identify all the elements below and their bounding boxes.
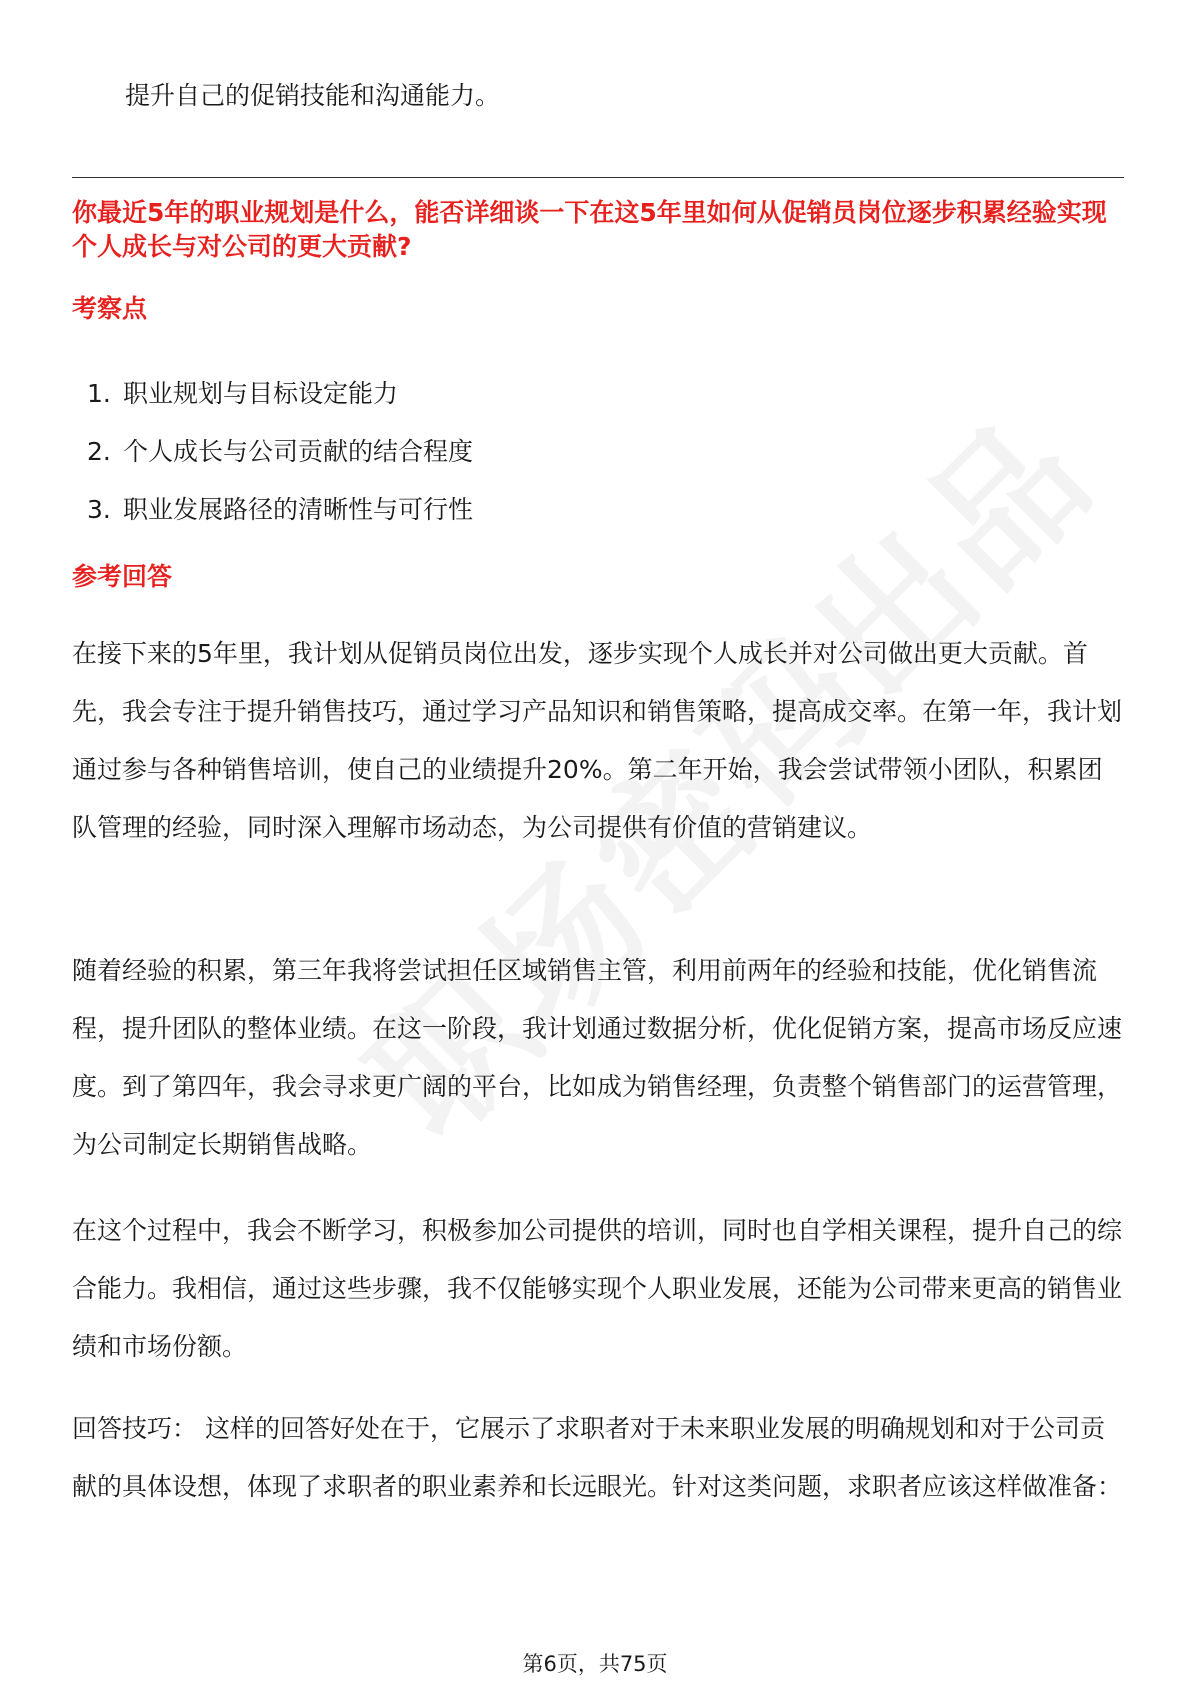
list-number: 1. bbox=[87, 379, 111, 408]
list-number: 2. bbox=[87, 437, 111, 466]
section-heading-assessment: 考察点 bbox=[72, 294, 148, 323]
answer-paragraph: 在这个过程中，我会不断学习，积极参加公司提供的培训，同时也自学相关课程，提升自己的综合能力。我相信，通过这些步骤，我不仅能够实现个人职业发展，还能为公司带来更高的销售业绩和市场份额。 bbox=[72, 1216, 1123, 1361]
list-item bbox=[72, 423, 473, 481]
answer-paragraph: 随着经验的积累，第三年我将尝试担任区域销售主管，利用前两年的经验和技能，优化销售流程，提升团队的整体业绩。在这一阶段，我计划通过数据分析，优化促销方案，提高市场反应速度。到了第四年，我会寻求更广阔的平台，比如成为销售经理，负责整个销售部门的运营管理，为公司制定长期销售战略。 bbox=[72, 956, 1123, 1159]
answer-tips-paragraph: 回答技巧： 这样的回答好处在于，它展示了求职者对于未来职业发展的明确规划和对于公司贡献的具体设想，体现了求职者的职业素养和长远眼光。针对这类问题，求职者应该这样做准备： bbox=[72, 1414, 1123, 1501]
page-footer: 第6页，共75页 bbox=[522, 1652, 668, 1676]
list-text: 职业规划与目标设定能力 bbox=[123, 379, 399, 408]
answer-paragraph: 在接下来的5年里，我计划从促销员岗位出发，逐步实现个人成长并对公司做出更大贡献。首先，我会专注于提升销售技巧，通过学习产品知识和销售策略，提高成交率。在第一年，我计划通过参与各种销售培训，使自己的业绩提升20%。第二年开始，我会尝试带领小团队，积累团队管理的经验，同时深入理解市场动态，为公司提供有价值的营销建议。 bbox=[72, 639, 1123, 842]
section-divider bbox=[72, 177, 1124, 178]
assessment-points-list bbox=[72, 365, 473, 539]
list-text: 职业发展路径的清晰性与可行性 bbox=[123, 495, 474, 524]
question-title: 你最近5年的职业规划是什么，能否详细谈一下在这5年里如何从促销员岗位逐步积累经验实现个人成长与对公司的更大贡献? bbox=[72, 198, 1107, 261]
continued-text: 提升自己的促销技能和沟通能力。 bbox=[125, 81, 501, 110]
list-item bbox=[72, 365, 473, 423]
list-text: 个人成长与公司贡献的结合程度 bbox=[123, 437, 474, 466]
list-item bbox=[72, 481, 473, 539]
list-number: 3. bbox=[87, 495, 111, 524]
section-heading-reference-answer: 参考回答 bbox=[72, 562, 173, 591]
